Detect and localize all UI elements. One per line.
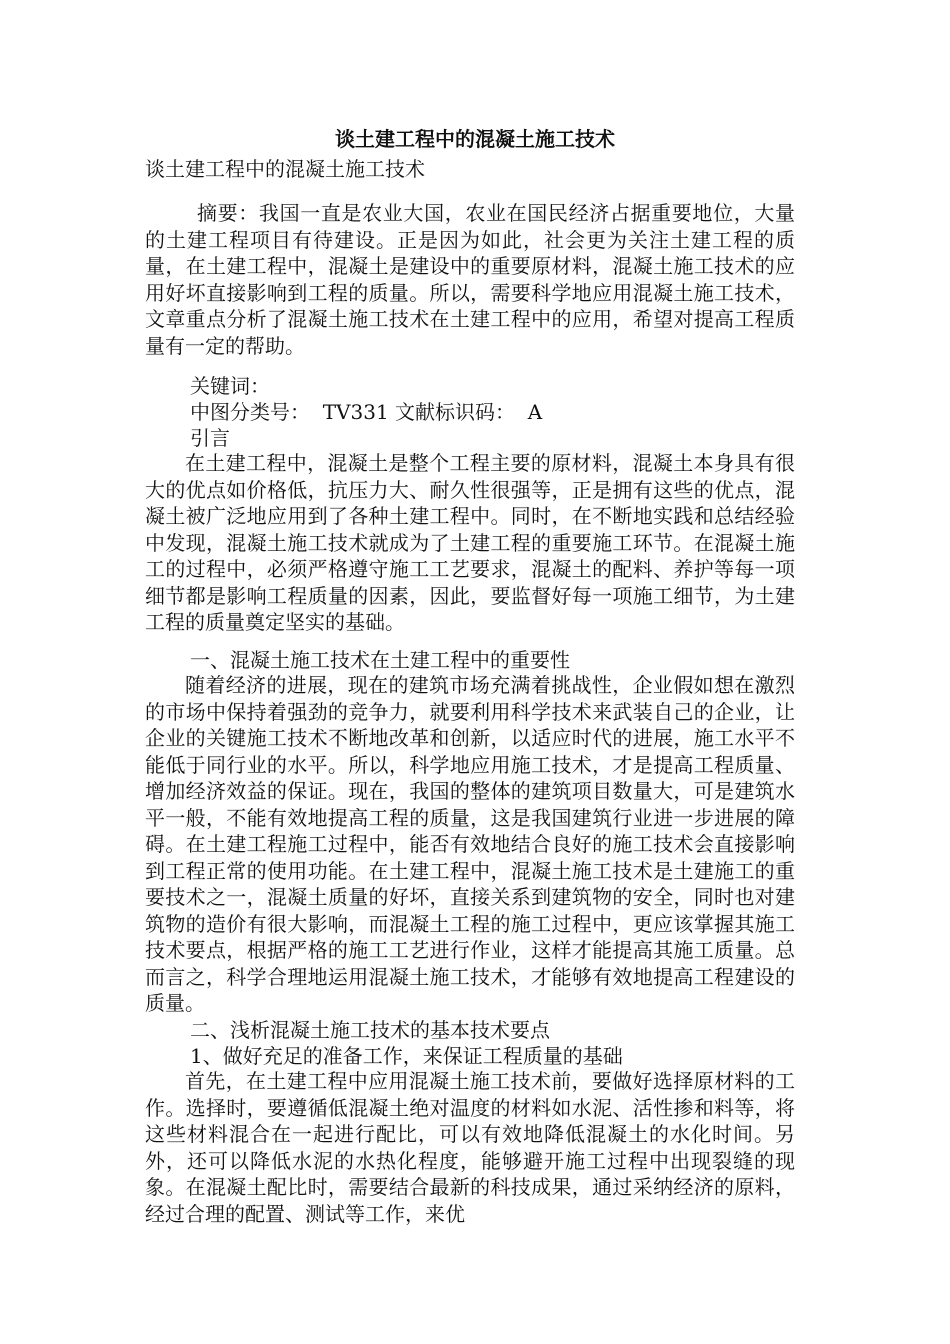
section2-heading: 二、浅析混凝土施工技术的基本技术要点	[190, 1018, 550, 1042]
section2-subheading: 1、做好充足的准备工作，来保证工程质量的基础	[190, 1044, 623, 1068]
intro-heading: 引言	[190, 426, 230, 450]
section2-paragraph: 首先，在土建工程中应用混凝土施工技术前，要做好选择原材料的工作。选择时，要遵循低混凝土绝对温度的材料如水泥、活性掺和料等，将这些材料混合在一起进行配比，可以有效地降低混凝土的水化时间。另外，还可以降低水泥的水热化程度，能够避开施工过程中出现裂缝的现象。在混凝土配比时，需要结合最新的科技成果，通过采纳经济的原料，经过合理的配置、测试等工作，来优	[145, 1069, 795, 1226]
section1-heading: 一、混凝土施工技术在土建工程中的重要性	[190, 648, 570, 672]
document-title: 谈土建工程中的混凝土施工技术	[335, 127, 615, 151]
classification-line: 中图分类号： TV331 文献标识码： A	[190, 400, 543, 424]
keywords-line: 关键词：	[190, 374, 270, 398]
abstract-paragraph: 摘要：我国一直是农业大国，农业在国民经济占据重要地位，大量的土建工程项目有待建设。正是因为如此，社会更为关注土建工程的质量，在土建工程中，混凝土是建设中的重要原材料，混凝土施工技术的应用好坏直接影响到工程的质量。所以，需要科学地应用混凝土施工技术，文章重点分析了混凝土施工技术在土建工程中的应用，希望对提高工程质量有一定的帮助。	[145, 201, 795, 358]
document-subtitle: 谈土建工程中的混凝土施工技术	[145, 157, 425, 181]
section1-paragraph: 随着经济的进展，现在的建筑市场充满着挑战性，企业假如想在激烈的市场中保持着强劲的竞争力，就要利用科学技术来武装自己的企业，让企业的关键施工技术不断地改革和创新，以适应时代的进展，施工水平不能低于同行业的水平。所以，科学地应用施工技术，才是提高工程质量、增加经济效益的保证。现在，我国的整体的建筑项目数量大，可是建筑水平一般，不能有效地提高工程的质量，这是我国建筑行业进一步进展的障碍。在土建工程施工过程中，能否有效地结合良好的施工技术会直接影响到工程正常的使用功能。在土建工程中，混凝土施工技术是土建施工的重要技术之一，混凝土质量的好坏，直接关系到建筑物的安全，同时也对建筑物的造价有很大影响，而混凝土工程的施工过程中，更应该掌握其施工技术要点，根据严格的施工工艺进行作业，这样才能提高其施工质量。总而言之，科学合理地运用混凝土施工技术，才能够有效地提高工程建设的质量。	[145, 673, 795, 1015]
intro-paragraph: 在土建工程中，混凝土是整个工程主要的原材料，混凝土本身具有很大的优点如价格低，抗压力大、耐久性很强等，正是拥有这些的优点，混凝土被广泛地应用到了各种土建工程中。同时，在不断地实践和总结经验中发现，混凝土施工技术就成为了土建工程的重要施工环节。在混凝土施工的过程中，必须严格遵守施工工艺要求，混凝土的配料、养护等每一项细节都是影响工程质量的因素，因此，要监督好每一项施工细节，为土建工程的质量奠定坚实的基础。	[145, 451, 795, 634]
